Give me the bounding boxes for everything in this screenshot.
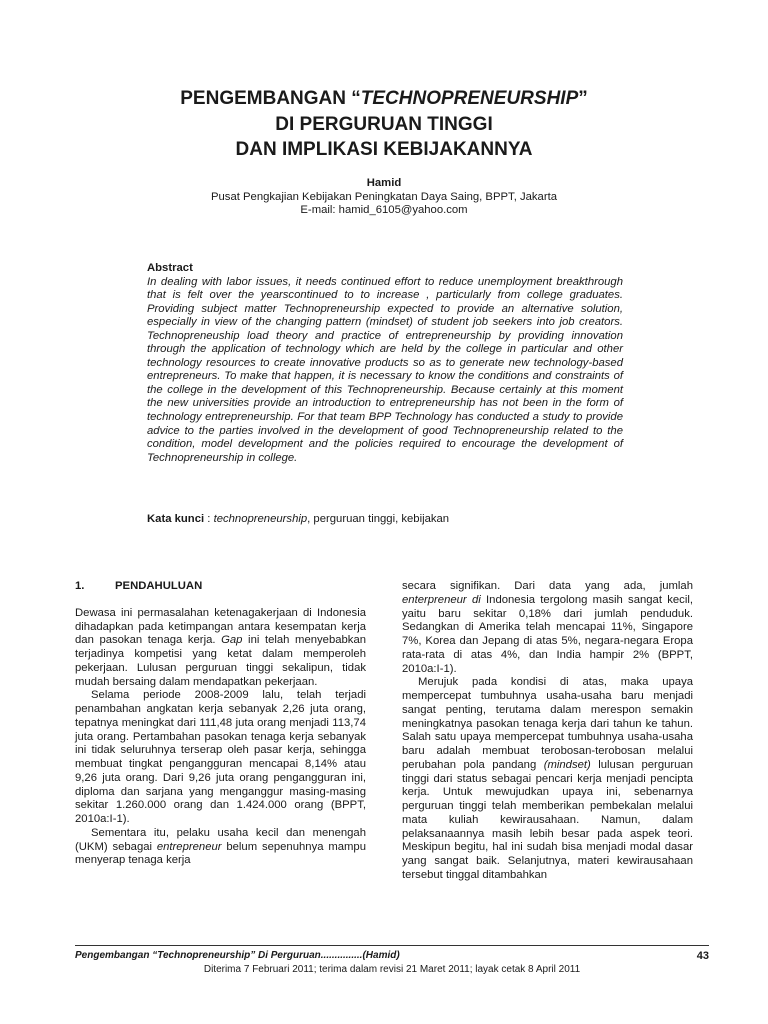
paragraph-5-mindset-italic: (mindset)	[543, 758, 591, 771]
keywords-separator: :	[204, 513, 214, 525]
paragraph-4-part-a: secara signifikan. Dari data yang ada, jumlah	[402, 580, 693, 592]
abstract-block	[147, 262, 623, 465]
footer-dates: Diterima 7 Februari 2011; terima dalam revisi 21 Maret 2011; layak cetak 8 April 2011	[203, 964, 581, 975]
title-line-1-italic: TECHNOPRENEURSHIP	[360, 88, 579, 109]
paragraph-4-enterpreneur-italic: enterpreneur di	[402, 593, 481, 606]
keywords-line	[147, 512, 623, 526]
abstract-heading: Abstract	[147, 262, 193, 274]
paragraph-4-part-b: Indonesia tergolong masih sangat kecil, yaitu baru sekitar 0,18% dari jumlah penduduk. Sedangkan di Amerika telah mencapai 11%, Singapore 7%, Korea dan Jepang di atas 5%, negara-negara Eropa rata-rata di atas 4%, dan India hampir 2% (BPPT, 2010a:I-1).	[402, 593, 693, 675]
paragraph-1-part-a: Dewasa ini permasalahan ketenagakerjaan di Indonesia dihadapkan pada ketimpangan antara kesempatan kerja dan pasokan tenaga kerja.	[75, 606, 366, 647]
paper-title	[84, 86, 684, 163]
paragraph-5-part-b: lulusan perguruan tinggi dari status sebagai pencari kerja menjadi pencipta kerja. Untuk mewujudkan upaya ini, sebenarnya perguruan tinggi telah memberikan pembekalan melalui mata kuliah kewirausahaan. Namun, dalam pelaksanaannya masih lebih besar pada aspek teori. Meskipun begitu, hal ini sudah bisa menjadi modal dasar yang sangat baik. Selanjutnya, materi kewirausahaan tersebut tinggal ditambahkan	[402, 758, 693, 881]
paragraph-3-part-b: belum sepenuhnya mampu menyerap tenaga kerja	[75, 840, 366, 867]
author-name: Hamid	[366, 177, 402, 189]
section-title: PENDAHULUAN	[115, 580, 203, 592]
paragraph-1-gap-italic: Gap	[221, 634, 243, 647]
title-line-1-prefix: PENGEMBANGAN “	[180, 88, 361, 109]
abstract-text: In dealing with labor issues, it needs continued effort to reduce unemployment breakthrough that is felt over the yearscontinued to to increase , particularly from college graduates. Providing subject matter Technopreneurship expected to provide an alternative solution, especially in view of the changing pattern (mindset) of student job seekers into job creators. Technopreneuship load theory and practice of entrepreneurship by providing innovation through the application of technology which are held by the college in particular and other technology resources to create innovative products so as to generate new technology-based entrepreneurs. To make that happen, it is necessary to know the conditions and constraints of the college in the development of this Technopreneurship. Because certainly at this moment the new universities provide an introduction to entrepreneurship has not been in the form of technology entrepreneurship. For that team BPP Technology has conducted a study to provide advice to the parties involved in the development of good Technopreneurship related to the condition, model development and the policies required to encourage the development of Technopreneurship in college.	[147, 275, 623, 464]
paragraph-3	[75, 827, 366, 868]
page-number: 43	[696, 950, 709, 962]
keyword-technopreneurship: technopreneurship	[213, 513, 308, 525]
body-column-left	[75, 580, 366, 868]
body-column-right	[402, 580, 693, 883]
section-heading	[75, 580, 366, 594]
paragraph-4	[402, 580, 693, 676]
keywords-rest: , perguruan tinggi, kebijakan	[307, 513, 450, 525]
paragraph-1-part-b: ini telah menyebabkan terjadinya kompetisi yang ketat dalam memperoleh pekerjaan. Lulusan perguruan tinggi sekalipun, tidak mudah bersaing dalam mendapatkan pekerjaan.	[75, 634, 367, 688]
author-block	[84, 177, 684, 218]
title-line-1-suffix: ”	[578, 88, 588, 109]
paragraph-2: Selama periode 2008-2009 lalu, telah terjadi penambahan angkatan kerja sebanyak 2,26 juta orang, tepatnya meningkat dari 111,48 juta orang menjadi 113,74 juta orang. Pertambahan pasokan tenaga kerja sebanyak ini tidak seluruhnya terserap oleh pasar kerja, sehingga membuat tingkat pengangguran mencapai 8,14% atau 9,26 juta orang. Dari 9,26 juta orang pengangguran ini, diploma dan sarjana yang menganggur masing-masing sekitar 1.260.000 orang dan 1.424.000 orang (BPPT, 2010a:I-1).	[75, 689, 366, 825]
paragraph-3-entrepreneur-italic: entrepreneur	[156, 840, 222, 853]
title-line-3: DAN IMPLIKASI KEBIJAKANNYA	[235, 139, 533, 160]
paragraph-5-part-a: Merujuk pada kondisi di atas, maka upaya mempercepat tumbuhnya usaha-usaha baru menjadi sangat penting, terutama dalam merespon semakin meningkatnya pasokan tenaga kerja dari tahun ke tahun. Salah satu upaya mempercepat tumbuhnya usaha-usaha baru adalah membuat terobosan-terobosan melalui perubahan pola pandang	[402, 676, 693, 771]
paragraph-5	[402, 676, 693, 882]
title-line-1	[84, 86, 684, 112]
paragraph-1	[75, 607, 366, 690]
footer-running-title: Pengembangan “Technopreneurship” Di Perguruan...............(Hamid)	[75, 950, 400, 961]
author-affiliation: Pusat Pengkajian Kebijakan Peningkatan Daya Saing, BPPT, Jakarta	[210, 190, 558, 203]
author-email: E-mail: hamid_6105@yahoo.com	[300, 204, 468, 217]
footer-divider	[75, 945, 709, 946]
section-number: 1.	[75, 580, 85, 592]
paragraph-3-part-a: Sementara itu, pelaku usaha kecil dan menengah (UKM) sebagai	[75, 826, 366, 853]
keywords-label: Kata kunci	[147, 513, 205, 525]
title-line-2: DI PERGURUAN TINGGI	[275, 113, 493, 135]
